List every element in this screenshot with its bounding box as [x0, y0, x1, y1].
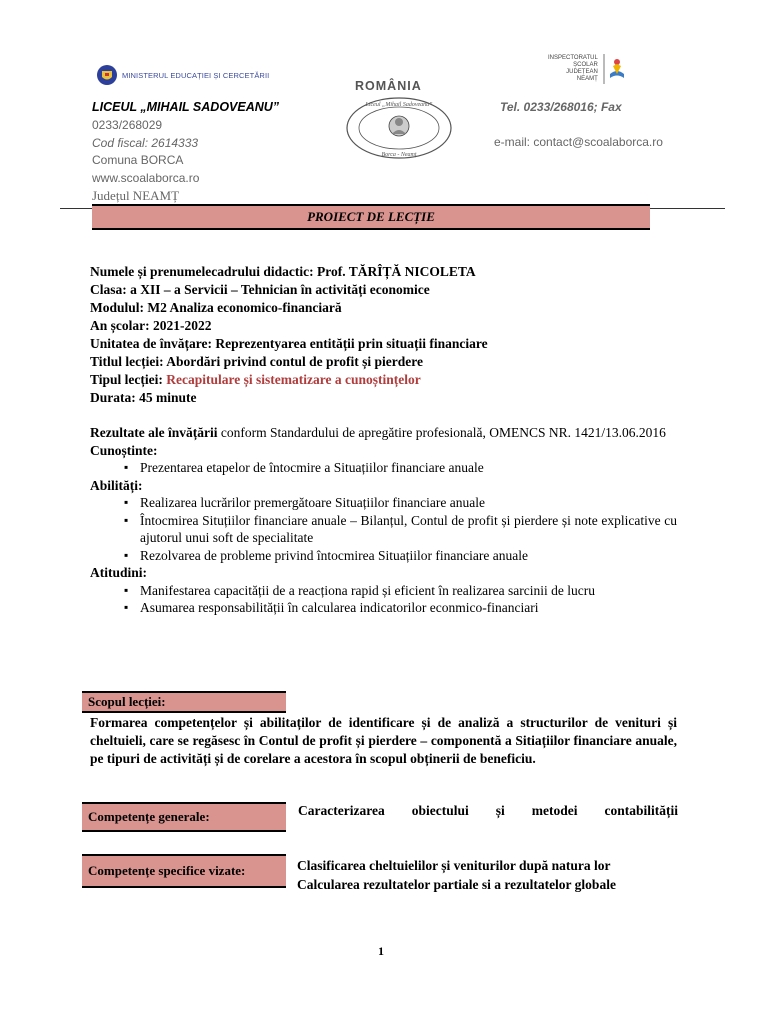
school-seal — [345, 96, 453, 160]
school-contact — [92, 117, 199, 205]
general-competences-label: Competențe generale: — [82, 802, 286, 832]
list-item: ▪ Întocmirea Situțiilor financiare anuale – Bilanțul, Contul de profit și pierdere și note explicative cu ajutorul unui soft de specialitate — [124, 512, 677, 547]
email-link[interactable]: e-mail: contact@scoalaborca.ro — [494, 135, 663, 149]
results-intro: Rezultate ale învățării conform Standardului de apregătire profesională, OMENCS NR. 1421/13.06.2016 — [90, 425, 666, 440]
learning-unit: Unitatea de învățare: Reprezentyarea entității prin situații financiare — [90, 336, 488, 351]
commune: Comuna BORCA — [92, 153, 184, 167]
website-link[interactable]: www.scoalaborca.ro — [92, 170, 200, 185]
lesson-duration: Durata: 45 minute — [90, 390, 197, 405]
specific-competences-text — [297, 856, 687, 894]
lesson-info — [90, 263, 488, 407]
school-name: LICEUL „MIHAIL SADOVEANU” — [92, 100, 280, 114]
specific-competences-label: Competențe specifice vizate: — [82, 854, 286, 888]
fiscal-code: Cod fiscal: 2614333 — [92, 135, 199, 150]
list-item: ▪ Manifestarea capacității de a reacționa rapid și eficient în realizarea sarcinii de lucru — [124, 582, 677, 600]
specific-competence-item: Clasificarea cheltuielilor și veniturilor după natura lor — [297, 858, 611, 873]
phone-number: Tel. 0233/268016; Fax — [500, 100, 622, 114]
scope-text: Formarea competențelor și abilitaților de identificare și de analiză a structurilor de venituri și cheltuieli, care se regăsesc în Contul de profit și pierdere – componentă a Sitiațiilor financiare anuale, pe tipuri de activități și de corelare a acestora în scopul obținerii de beneficiu. — [90, 715, 677, 766]
ministry-logo — [96, 64, 269, 86]
scope-label: Scopul lecției: — [82, 691, 286, 713]
school-year: An școlar: 2021-2022 — [90, 318, 212, 333]
learning-results — [90, 424, 677, 617]
isj-logo — [548, 52, 632, 86]
list-item: ▪ Realizarea lucrărilor premergătoare Situațiilor financiare anuale — [124, 494, 677, 512]
specific-competence-item: Calcularea rezultatelor partiale si a rezultatelor globale — [297, 877, 616, 892]
country-name: ROMÂNIA — [355, 79, 422, 93]
teacher-name: Numele și prenumelecadrului didactic: Prof. TĂRÎȚĂ NICOLETA — [90, 264, 476, 279]
attitudes-list — [90, 582, 677, 617]
module-info: Modulul: M2 Analiza economico-financiară — [90, 300, 342, 315]
svg-text:Borca - Neamț: Borca - Neamț — [381, 152, 417, 158]
ministry-name: MINISTERUL EDUCAȚIEI ȘI CERCETĂRII — [122, 70, 270, 80]
knowledge-heading: Cunoștinte: — [90, 442, 158, 458]
county: Județul NEAMȚ — [92, 188, 180, 203]
page-number: 1 — [378, 944, 384, 958]
page-title: PROIECT DE LECȚIE — [92, 204, 650, 230]
skills-list — [90, 494, 677, 564]
class-info: Clasa: a XII – a Servicii – Tehnician în activități economice — [90, 282, 430, 297]
svg-text:Liceul „Mihail Sadoveanu”: Liceul „Mihail Sadoveanu” — [365, 102, 433, 108]
lesson-title: Titlul lecției: Abordări privind contul de profit și pierdere — [90, 354, 423, 369]
lesson-type: Tipul lecției: Recapitulare și sistematizare a cunoștințelor — [90, 372, 421, 387]
general-competences-text: Caracterizarea obiectului și metodei contabilității — [298, 803, 678, 818]
fax-number: 0233/268029 — [92, 118, 163, 132]
list-item: ▪ Prezentarea etapelor de întocmire a Situațiilor financiare anuale — [124, 459, 677, 477]
list-item: ▪ Asumarea responsabilității în calcularea indicatorilor econmico-financiari — [124, 599, 677, 617]
knowledge-list — [90, 459, 677, 477]
attitudes-heading: Atitudini: — [90, 565, 148, 580]
isj-text: INSPECTORATUL ȘCOLAR JUDEȚEAN NEAMȚ — [548, 55, 598, 82]
skills-heading: Abilități: — [90, 477, 143, 493]
list-item: ▪ Rezolvarea de probleme privind întocmirea Situațiilor financiare anuale — [124, 547, 677, 565]
coat-of-arms-icon — [96, 64, 118, 86]
isj-emblem-icon — [602, 52, 632, 86]
